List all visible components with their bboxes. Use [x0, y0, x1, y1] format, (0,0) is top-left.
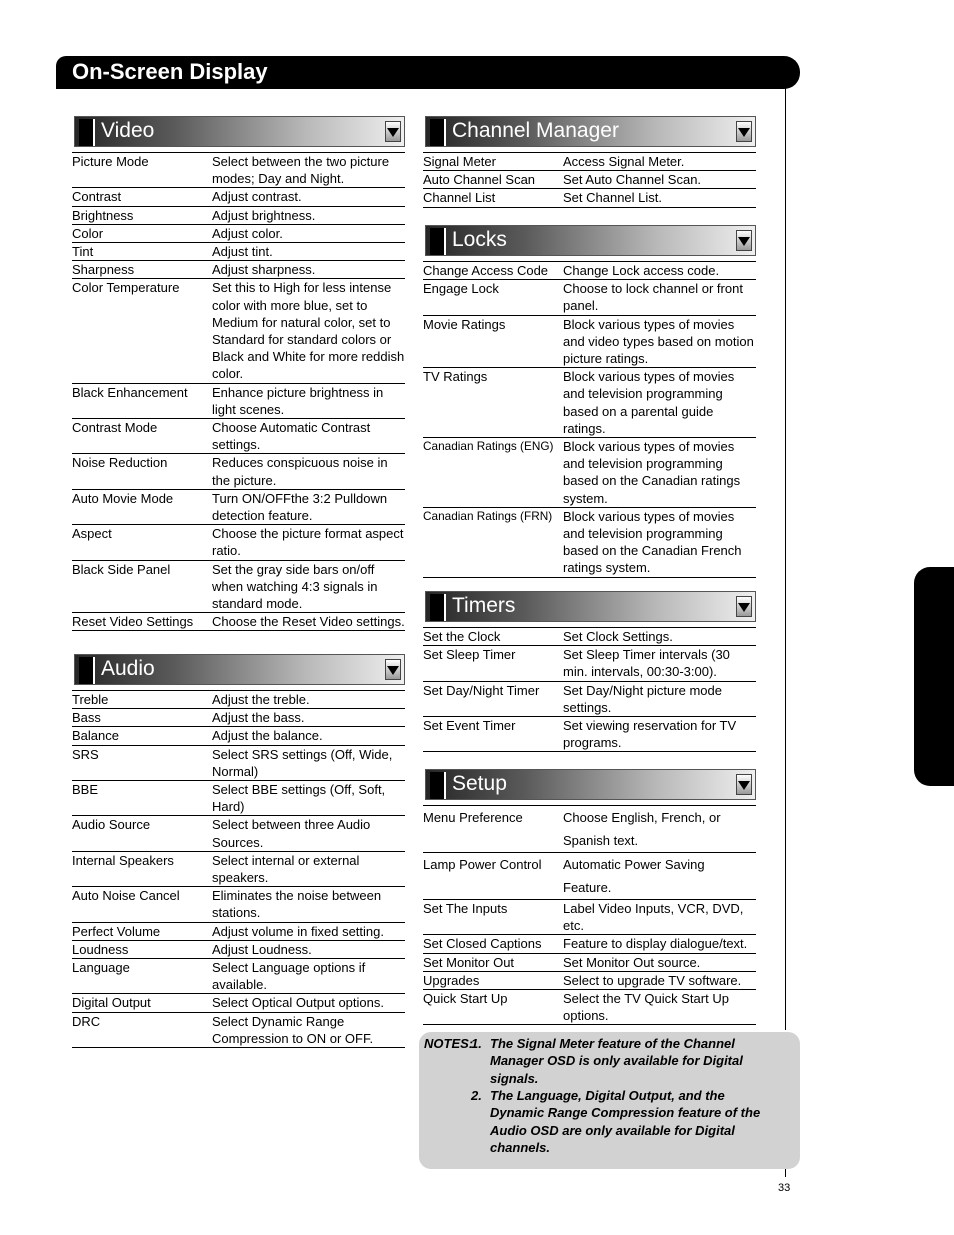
table-row	[72, 383, 405, 418]
timers-table	[423, 627, 756, 760]
table-row	[72, 708, 405, 726]
setting-description: Select Optical Output options.	[212, 995, 384, 1011]
setting-name: Internal Speakers	[72, 852, 174, 868]
setting-name: Picture Mode	[72, 154, 149, 169]
note-number: 2.	[471, 1088, 482, 1103]
table-row	[72, 152, 405, 187]
table-row	[72, 726, 405, 744]
setting-description: Choose the picture format aspect ratio.	[212, 526, 404, 559]
table-row	[72, 260, 405, 278]
setting-name: Set Event Timer	[423, 718, 516, 734]
table-row	[72, 489, 405, 524]
setting-description: Change Lock access code.	[563, 263, 720, 278]
setting-name: Language	[72, 960, 130, 976]
table-row	[423, 805, 756, 852]
setting-description: Set Auto Channel Scan.	[563, 172, 702, 188]
setting-name: Noise Reduction	[72, 455, 168, 471]
setting-description: Adjust the bass.	[212, 710, 305, 726]
note-text: The Signal Meter feature of the Channel Manager OSD is only available for Digital signals.	[490, 1036, 743, 1086]
table-row	[72, 851, 405, 886]
setting-description: Select the TV Quick Start Up options.	[563, 991, 729, 1024]
setting-name: Audio Source	[72, 817, 151, 833]
audio-section	[72, 654, 405, 1056]
note-text: The Language, Digital Output, and the Dynamic Range Compression feature of the Audio OSD are only available for Digital channels.	[490, 1088, 761, 1155]
setting-description: Select Dynamic Range Compression to ON or OFF.	[212, 1013, 374, 1046]
audio-table	[72, 690, 405, 1056]
setting-description: Adjust sharpness.	[212, 262, 316, 278]
setting-name: Contrast	[72, 189, 122, 205]
locks-title: Locks	[452, 228, 507, 251]
setting-name: Digital Output	[72, 995, 151, 1011]
setting-name: Set Sleep Timer	[423, 647, 516, 663]
setting-description: Select internal or external speakers.	[212, 852, 360, 886]
setting-name: TV Ratings	[423, 369, 488, 385]
setting-description: Set viewing reservation for TV programs.	[563, 718, 737, 751]
page-title-bar	[56, 56, 800, 89]
table-row	[423, 507, 756, 577]
chevron-down-icon	[385, 121, 401, 142]
setting-name: Change Access Code	[423, 263, 549, 278]
table-row	[423, 716, 756, 751]
note-number: 1.	[471, 1036, 482, 1051]
setting-description: Set Clock Settings.	[563, 629, 673, 644]
table-row	[72, 278, 405, 382]
table-row	[72, 1012, 405, 1047]
table-row	[72, 940, 405, 958]
table-row	[72, 206, 405, 224]
setting-name: Sharpness	[72, 262, 135, 278]
setting-name: SRS	[72, 746, 99, 762]
setting-name: Quick Start Up	[423, 991, 508, 1007]
setting-description: Feature to display dialogue/text.	[563, 936, 748, 952]
chevron-down-icon	[736, 596, 752, 617]
table-row	[423, 188, 756, 206]
table-end-rule	[72, 630, 405, 639]
setting-description: Block various types of movies and television programming based on a parental guide ratings.	[563, 369, 735, 436]
table-row	[72, 187, 405, 205]
table-row	[423, 681, 756, 716]
setting-name: Bass	[72, 710, 101, 726]
audio-header	[72, 654, 405, 687]
setting-description: Adjust the treble.	[212, 692, 310, 707]
setting-description: Select Language options if available.	[212, 960, 366, 993]
channel-manager-title: Channel Manager	[452, 119, 619, 142]
setting-description: Label Video Inputs, VCR, DVD, etc.	[563, 901, 744, 934]
page-title: On-Screen Display	[72, 59, 268, 84]
setting-description: Set the gray side bars on/off when watching 4:3 signals in standard mode.	[212, 561, 378, 612]
setting-description: Set Sleep Timer intervals (30 min. intervals, 00:30-3:00).	[563, 647, 730, 680]
setting-name: Contrast Mode	[72, 420, 158, 436]
setting-name: Lamp Power Control	[423, 857, 542, 872]
channel-manager-section	[423, 116, 756, 216]
setting-description: Adjust brightness.	[212, 207, 316, 223]
setting-name: Set Monitor Out	[423, 954, 515, 970]
table-row	[423, 627, 756, 645]
setting-name: Color Temperature	[72, 280, 180, 296]
table-end-rule	[72, 1047, 405, 1056]
video-section	[72, 116, 405, 639]
table-row	[72, 690, 405, 708]
setting-name: Auto Channel Scan	[423, 172, 536, 188]
table-row	[72, 815, 405, 850]
video-header	[72, 116, 405, 149]
table-row	[423, 953, 756, 971]
chevron-down-icon	[385, 659, 401, 680]
setting-name: Balance	[72, 728, 119, 744]
setting-name: Set the Clock	[423, 629, 501, 644]
table-row	[72, 780, 405, 815]
setup-header	[423, 769, 756, 802]
setting-name: DRC	[72, 1013, 101, 1029]
audio-title: Audio	[101, 657, 155, 680]
setting-name: Black Enhancement	[72, 384, 188, 400]
setting-description: Set this to High for less intense color with more blue, set to Medium for natural color, set to Standard for standard colors or Black and White for more reddish color.	[212, 280, 405, 382]
timers-header	[423, 591, 756, 624]
setting-description: Adjust volume in fixed setting.	[212, 923, 384, 939]
notes-box	[419, 1032, 800, 1169]
vertical-rule	[785, 88, 786, 1030]
setting-name: Auto Noise Cancel	[72, 888, 180, 904]
setting-description: Adjust Loudness.	[212, 941, 312, 957]
setting-name: Perfect Volume	[72, 923, 161, 939]
table-row	[72, 958, 405, 993]
page-number: 33	[778, 1182, 791, 1194]
table-row	[72, 922, 405, 940]
setting-name: Loudness	[72, 941, 129, 957]
setting-description: Select SRS settings (Off, Wide, Normal)	[212, 746, 393, 779]
setting-description: Adjust color.	[212, 225, 283, 241]
channel-manager-header	[423, 116, 756, 149]
setting-name: Canadian Ratings (FRN)	[423, 508, 553, 523]
chevron-down-icon	[736, 774, 752, 795]
setting-description: Choose the Reset Video settings.	[212, 614, 405, 630]
timers-section	[423, 591, 756, 760]
setting-name: Engage Lock	[423, 281, 499, 297]
table-row	[423, 152, 756, 170]
setting-name: Color	[72, 225, 104, 241]
table-row	[423, 279, 756, 314]
setup-table	[423, 805, 756, 1033]
setting-description: Choose to lock channel or front panel.	[563, 281, 743, 314]
table-row	[72, 745, 405, 780]
setting-description: Select between the two picture modes; Day and Night.	[212, 154, 390, 187]
side-tab-marker	[914, 567, 954, 786]
setting-name: Set Closed Captions	[423, 936, 542, 952]
notes-label: NOTES:	[424, 1036, 474, 1051]
setting-name: Treble	[72, 692, 109, 707]
setup-title: Setup	[452, 772, 507, 795]
chevron-down-icon	[736, 230, 752, 251]
setting-description: Block various types of movies and television programming based on the Canadian French ratings system.	[563, 508, 742, 576]
setting-description: Eliminates the noise between stations.	[212, 888, 382, 921]
timers-title: Timers	[452, 594, 516, 617]
video-title: Video	[101, 119, 155, 142]
locks-section	[423, 225, 756, 586]
table-row	[423, 645, 756, 680]
table-row	[423, 971, 756, 989]
table-row	[72, 524, 405, 559]
setting-name: Brightness	[72, 207, 134, 223]
note-item	[471, 1087, 780, 1156]
chevron-down-icon	[736, 121, 752, 142]
setting-name: Auto Movie Mode	[72, 490, 174, 506]
setting-name: Canadian Ratings (ENG)	[423, 439, 554, 454]
locks-table	[423, 261, 756, 586]
setting-description: Select to upgrade TV software.	[563, 972, 742, 988]
setting-description: Enhance picture brightness in light scenes.	[212, 384, 384, 417]
table-row	[72, 224, 405, 242]
table-row	[72, 560, 405, 613]
setting-name: Black Side Panel	[72, 561, 171, 577]
setting-description: Block various types of movies and television programming based on the Canadian ratings system.	[563, 439, 741, 506]
table-row	[72, 612, 405, 630]
table-row	[423, 934, 756, 952]
setting-description: Reduces conspicuous noise in the picture.	[212, 455, 388, 488]
setting-description: Block various types of movies and video types based on motion picture ratings.	[563, 316, 754, 367]
table-row	[72, 242, 405, 260]
setting-name: Movie Ratings	[423, 316, 506, 332]
setting-name: Upgrades	[423, 972, 480, 988]
setting-name: Aspect	[72, 526, 112, 542]
note-item	[471, 1035, 780, 1087]
locks-header	[423, 225, 756, 258]
table-row	[72, 418, 405, 453]
setup-section	[423, 769, 756, 1033]
setting-name: Reset Video Settings	[72, 614, 194, 630]
channel-manager-table	[423, 152, 756, 216]
setting-name: BBE	[72, 782, 99, 798]
setting-name: Signal Meter	[423, 154, 496, 169]
table-end-rule	[423, 751, 756, 760]
table-row	[72, 993, 405, 1011]
setting-description: Automatic Power Saving Feature.	[563, 857, 705, 895]
setting-name: Tint	[72, 244, 94, 260]
setting-name: Set Day/Night Timer	[423, 682, 540, 698]
setting-description: Adjust tint.	[212, 244, 273, 260]
setting-name: Channel List	[423, 190, 496, 206]
setting-description: Select BBE settings (Off, Soft, Hard)	[212, 782, 386, 815]
setting-description: Set Day/Night picture mode settings.	[563, 682, 722, 715]
table-row	[423, 899, 756, 934]
setting-description: Select between three Audio Sources.	[212, 817, 371, 850]
table-row	[423, 989, 756, 1024]
table-row	[423, 261, 756, 279]
table-row	[423, 367, 756, 437]
setting-description: Turn ON/OFFthe 3:2 Pulldown detection feature.	[212, 490, 388, 524]
setting-name: Set The Inputs	[423, 901, 508, 916]
vertical-rule-lower	[785, 1168, 786, 1177]
table-row	[423, 170, 756, 188]
setting-description: Set Channel List.	[563, 190, 663, 206]
table-end-rule	[423, 577, 756, 586]
setting-description: Choose English, French, or Spanish text.	[563, 810, 721, 848]
table-row	[423, 852, 756, 899]
table-row	[72, 886, 405, 921]
setting-description: Adjust contrast.	[212, 189, 302, 205]
setting-description: Adjust the balance.	[212, 728, 323, 744]
table-row	[423, 437, 756, 507]
setting-description: Set Monitor Out source.	[563, 954, 701, 970]
setting-description: Choose Automatic Contrast settings.	[212, 420, 371, 453]
table-row	[72, 453, 405, 488]
setting-name: Menu Preference	[423, 810, 523, 825]
video-table	[72, 152, 405, 639]
table-end-rule	[423, 207, 756, 216]
setting-description: Access Signal Meter.	[563, 154, 685, 169]
table-row	[423, 315, 756, 368]
